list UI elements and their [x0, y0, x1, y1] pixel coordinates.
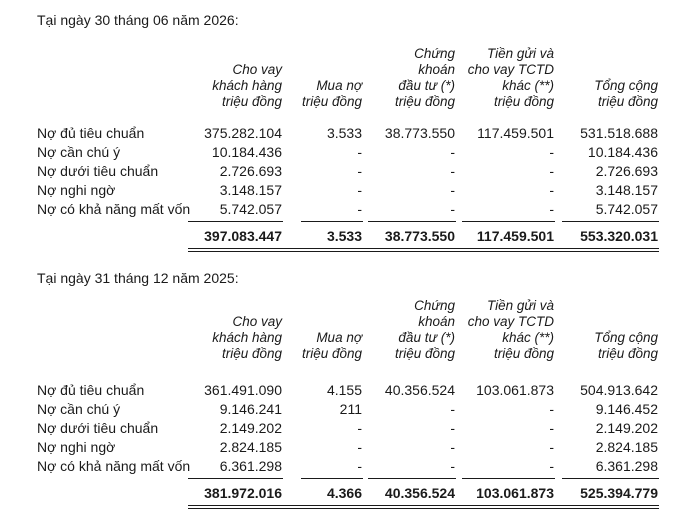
- col-header-loans: Cho vay khách hàng triệu đồng: [212, 314, 282, 361]
- total-row: 381.972.016 4.366 40.356.524 103.061.873 525.394.779: [204, 485, 658, 501]
- table-row: Nợ đủ tiêu chuẩn 361.491.090 4.155 40.356.524 103.061.873 504.913.642: [37, 382, 658, 398]
- subtotal-line: [562, 478, 659, 479]
- table-row: Nợ cần chú ý 10.184.436 - - - 10.184.436: [37, 144, 658, 160]
- total-double-line: [188, 251, 659, 252]
- section-title: Tại ngày 30 tháng 06 năm 2026:: [37, 12, 239, 28]
- subtotal-line: [562, 221, 659, 222]
- table-row: Nợ đủ tiêu chuẩn 375.282.104 3.533 38.773.550 117.459.501 531.518.688: [37, 125, 658, 141]
- col-header-deposits: Tiền gửi và cho vay TCTD khác (**) triệu đồng: [467, 298, 554, 361]
- col-header-debt-purchase: Mua nợ triệu đồng: [301, 330, 362, 361]
- col-header-loans: Cho vay khách hàng triệu đồng: [212, 62, 282, 109]
- col-header-total: Tổng cộng triệu đồng: [594, 330, 658, 361]
- subtotal-line: [188, 221, 283, 222]
- total-double-line: [188, 508, 659, 509]
- subtotal-line: [301, 478, 363, 479]
- section-title: Tại ngày 31 tháng 12 năm 2025:: [37, 270, 239, 286]
- subtotal-line: [188, 478, 283, 479]
- subtotal-line: [301, 221, 363, 222]
- total-double-line: [188, 505, 659, 506]
- table-row: Nợ cần chú ý 9.146.241 211 - - 9.146.452: [37, 401, 658, 417]
- subtotal-line: [462, 221, 555, 222]
- subtotal-line: [368, 478, 456, 479]
- table-row: Nợ nghi ngờ 2.824.185 - - - 2.824.185: [37, 439, 658, 455]
- subtotal-line: [368, 221, 456, 222]
- col-header-total: Tổng cộng triệu đồng: [594, 78, 658, 109]
- table-row: Nợ dưới tiêu chuẩn 2.149.202 - - - 2.149.202: [37, 420, 658, 436]
- total-row: 397.083.447 3.533 38.773.550 117.459.501 553.320.031: [204, 228, 658, 244]
- total-double-line: [188, 248, 659, 249]
- col-header-deposits: Tiền gửi và cho vay TCTD khác (**) triệu đồng: [467, 46, 554, 109]
- subtotal-line: [462, 478, 555, 479]
- col-header-securities: Chứng khoán đầu tư (*) triệu đồng: [394, 46, 455, 109]
- col-header-debt-purchase: Mua nợ triệu đồng: [301, 78, 362, 109]
- col-header-securities: Chứng khoán đầu tư (*) triệu đồng: [394, 298, 455, 361]
- table-row: Nợ dưới tiêu chuẩn 2.726.693 - - - 2.726.693: [37, 163, 658, 179]
- table-row: Nợ có khả năng mất vốn 5.742.057 - - - 5.742.057: [37, 201, 658, 217]
- table-row: Nợ nghi ngờ 3.148.157 - - - 3.148.157: [37, 182, 658, 198]
- table-row: Nợ có khả năng mất vốn 6.361.298 - - - 6.361.298: [37, 458, 658, 474]
